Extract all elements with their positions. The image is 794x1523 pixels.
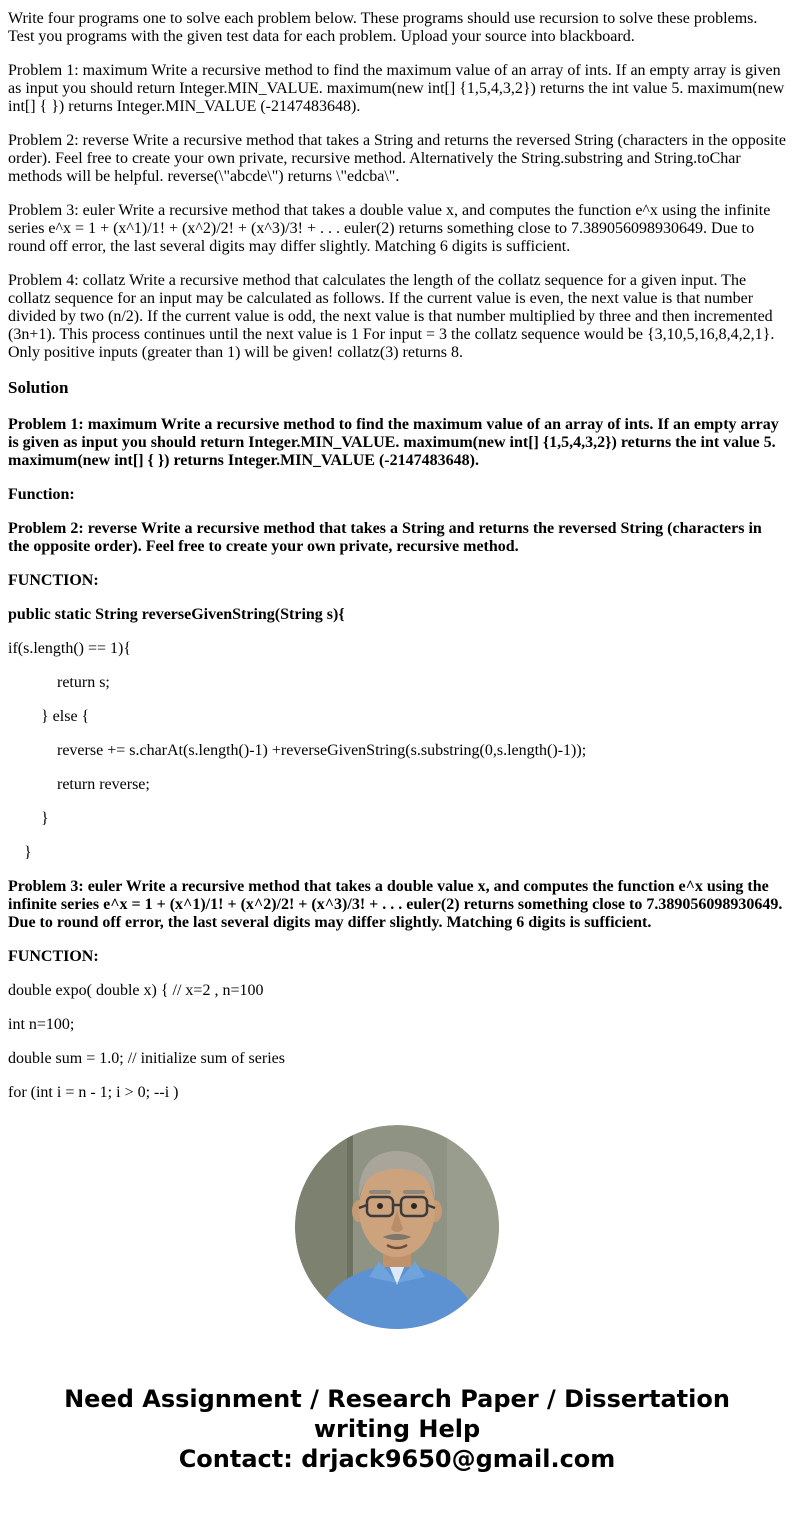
reverse-code-line: } xyxy=(24,844,32,861)
euler-code-line: int n=100; xyxy=(8,1016,75,1033)
solution-problem-1-restated: Problem 1: maximum Write a recursive method to find the maximum value of an array of ints. If an empty array is given as input you should return Integer.MIN_VALUE. maximum(new int[] {1,5,4,3,2}) returns the int value 5. maximum(new int[] { }) returns Integer.MIN_VALUE (-2147483648). xyxy=(8,416,779,469)
function-label: Function: xyxy=(8,486,75,503)
function-label-caps-2: FUNCTION: xyxy=(8,948,99,965)
solution-problem-3-restated: Problem 3: euler Write a recursive method that takes a double value x, and computes the function e^x using the infinite series e^x = 1 + (x^1)/1! + (x^2)/2! + (x^3)/3! + . . . euler(2) returns something close to 7.389056098930649. Due to round off error, the last several digits may differ slightly. Matching 6 digits is sufficient. xyxy=(8,878,783,931)
reverse-code-line: } else { xyxy=(41,708,90,725)
euler-code-line: double expo( double x) { // x=2 , n=100 xyxy=(8,982,264,999)
reverse-method-signature: public static String reverseGivenString(String s){ xyxy=(8,606,345,623)
solution-problem-2-restated: Problem 2: reverse Write a recursive method that takes a String and returns the reversed String (characters in the opposite order). Feel free to create your own private, recursive method. xyxy=(8,520,762,555)
reverse-code-line: if(s.length() == 1){ xyxy=(8,640,132,657)
problem-4-paragraph: Problem 4: collatz Write a recursive method that calculates the length of the collatz sequence for a given input. The collatz sequence for an input may be calculated as follows. If the current value is even, the next value is that number divided by two (n/2). If the current value is odd, the next value is that number multiplied by three and then incremented (3n+1). This process continues until the next value is 1 For input = 3 the collatz sequence would be {3,10,5,16,8,4,2,1}. Only positive inputs (greater than 1) will be given! collatz(3) returns 8. xyxy=(8,272,775,361)
euler-code-line: double sum = 1.0; // initialize sum of series xyxy=(8,1050,285,1067)
reverse-code-line: } xyxy=(41,810,49,827)
solution-heading: Solution xyxy=(8,378,69,397)
footer-heading: Need Assignment / Research Paper / Dissertation writing Help xyxy=(64,1385,730,1443)
function-label-caps-1: FUNCTION: xyxy=(8,572,99,589)
reverse-code-line: reverse += s.charAt(s.length()-1) +reverseGivenString(s.substring(0,s.length()-1)); xyxy=(57,742,587,759)
problem-2-paragraph: Problem 2: reverse Write a recursive method that takes a String and returns the reversed String (characters in the opposite order). Feel free to create your own private, recursive method. Alternatively the String.substring and String.toChar methods will be helpful. reverse(\"abcde\") returns \"edcba\". xyxy=(8,132,786,185)
footer-contact-email: Contact: drjack9650@gmail.com xyxy=(178,1445,616,1473)
intro-paragraph: Write four programs one to solve each problem below. These programs should use recursion to solve these problems. Test you programs with the given test data for each problem. Upload your source into blackboard. xyxy=(8,10,758,45)
problem-1-paragraph: Problem 1: maximum Write a recursive method to find the maximum value of an array of ints. If an empty array is given as input you should return Integer.MIN_VALUE. maximum(new int[] {1,5,4,3,2}) returns the int value 5. maximum(new int[] { }) returns Integer.MIN_VALUE (-2147483648). xyxy=(8,62,785,115)
portrait-photo-container xyxy=(8,1125,786,1334)
avatar xyxy=(295,1125,499,1329)
portrait-photo xyxy=(295,1125,499,1329)
reverse-code-line: return s; xyxy=(57,674,110,691)
footer xyxy=(8,1384,786,1474)
reverse-code-line: return reverse; xyxy=(57,776,150,793)
euler-code-line: for (int i = n - 1; i > 0; --i ) xyxy=(8,1084,179,1101)
problem-3-paragraph: Problem 3: euler Write a recursive method that takes a double value x, and computes the function e^x using the infinite series e^x = 1 + (x^1)/1! + (x^2)/2! + (x^3)/3! + . . . euler(2) returns something close to 7.389056098930649. Due to round off error, the last several digits may differ slightly. Matching 6 digits is sufficient. xyxy=(8,202,771,255)
